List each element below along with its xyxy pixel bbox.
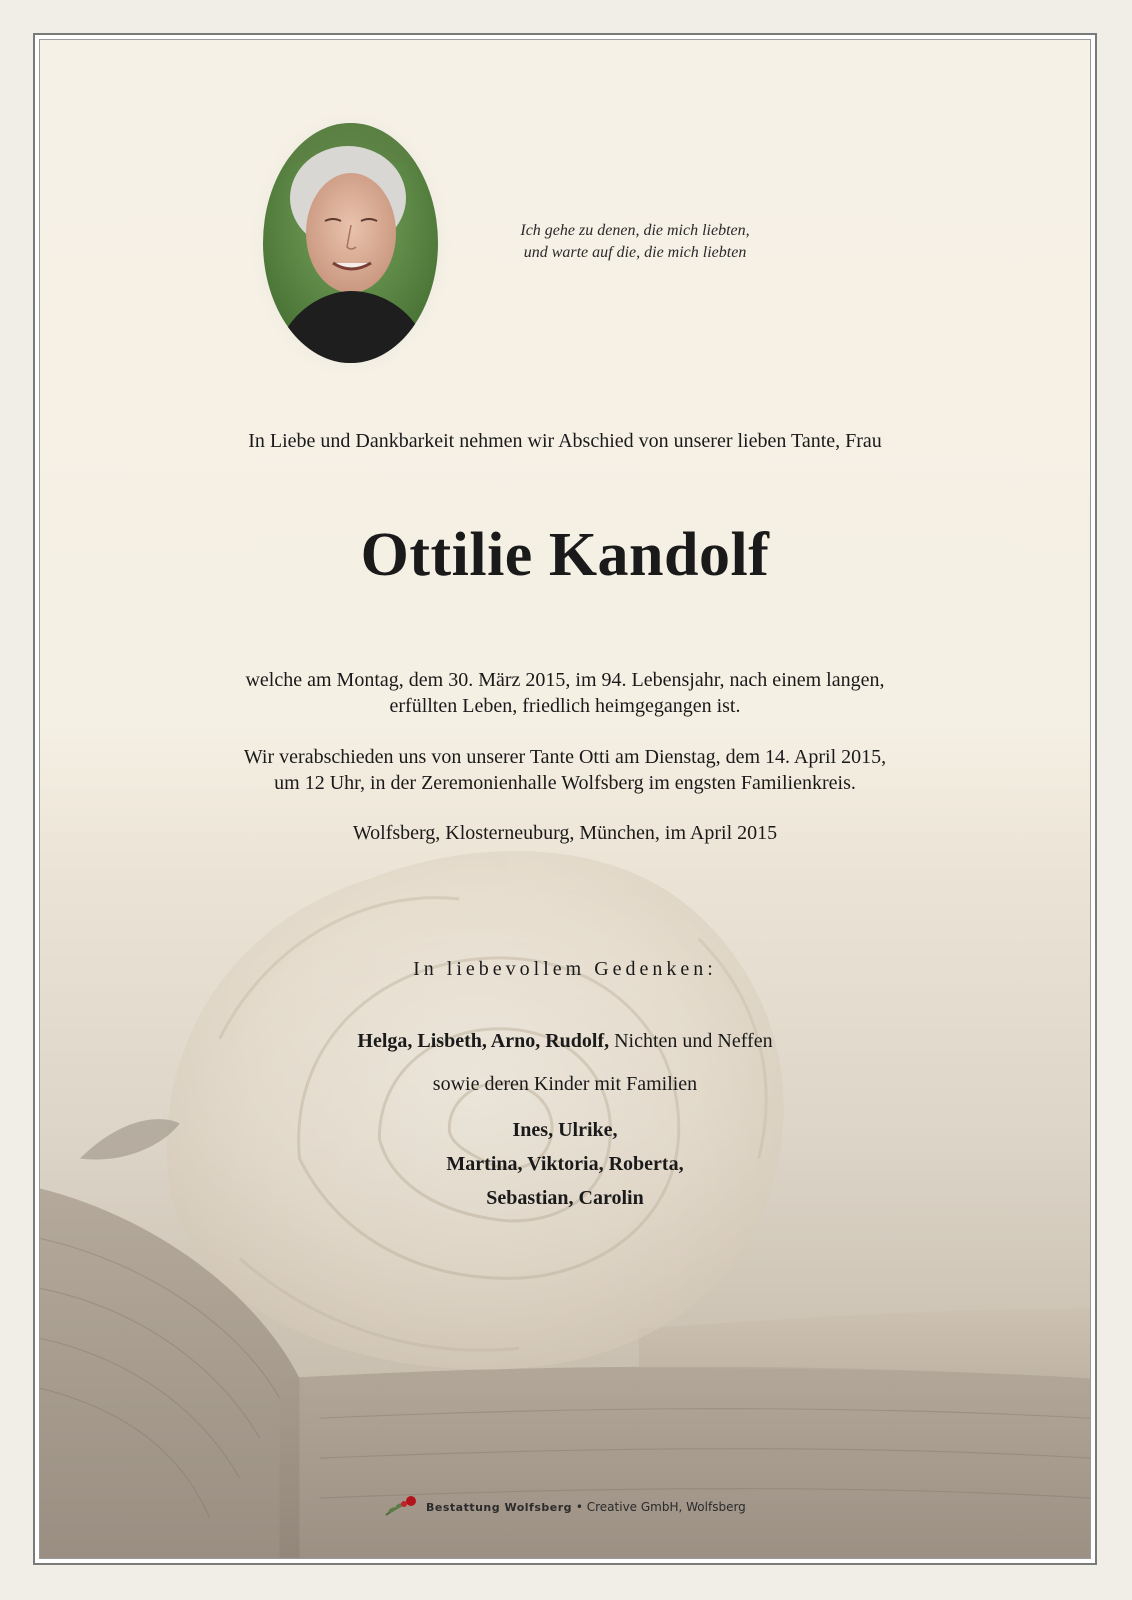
farewell-line-2: um 12 Uhr, in der Zeremonienhalle Wolfsberg im engsten Familienkreis. bbox=[274, 772, 856, 794]
places-date: Wolfsberg, Klosterneuburg, München, im April 2015 bbox=[352, 822, 778, 844]
passing-line-1: welche am Montag, dem 30. März 2015, im 94. Lebensjahr, nach einem langen, bbox=[245, 669, 885, 691]
passing-paragraph bbox=[40, 667, 1090, 719]
portrait-photo bbox=[263, 123, 438, 363]
card-inner-frame bbox=[39, 39, 1091, 1559]
intro-text: In Liebe und Dankbarkeit nehmen wir Abschied von unserer lieben Tante, Frau bbox=[248, 430, 882, 452]
farewell-paragraph bbox=[40, 744, 1090, 796]
children-intro: sowie deren Kinder mit Familien bbox=[432, 1073, 698, 1095]
footer-separator: • bbox=[575, 1500, 583, 1514]
rose-book-background-image bbox=[40, 40, 1090, 1558]
footer-publisher: Creative GmbH, Wolfsberg bbox=[586, 1500, 746, 1514]
farewell-line-1: Wir verabschieden uns von unserer Tante Otti am Dienstag, dem 14. April 2015, bbox=[243, 746, 887, 768]
quote bbox=[450, 220, 820, 264]
quote-line-2: und warte auf die, die mich liebten bbox=[523, 244, 747, 261]
rose-logo-icon bbox=[384, 1495, 418, 1520]
memory-heading: In liebevollem Gedenken: bbox=[413, 958, 717, 980]
children-line-1: Ines, Ulrike, bbox=[512, 1119, 618, 1141]
children-names bbox=[40, 1113, 1090, 1215]
quote-line-1: Ich gehe zu denen, die mich liebten, bbox=[520, 222, 750, 239]
obituary-card bbox=[33, 33, 1097, 1565]
footer-brand: Bestattung Wolfsberg bbox=[426, 1501, 573, 1514]
mourners-relation: Nichten und Neffen bbox=[609, 1030, 773, 1052]
mourners-line bbox=[40, 1030, 1090, 1053]
children-line-2: Martina, Viktoria, Roberta, bbox=[446, 1153, 684, 1175]
deceased-name: Ottilie Kandolf bbox=[360, 521, 770, 589]
passing-line-2: erfüllten Leben, friedlich heimgegangen ist. bbox=[389, 695, 741, 717]
children-line-3: Sebastian, Carolin bbox=[486, 1187, 644, 1209]
footer bbox=[40, 1495, 1090, 1520]
mourners-names: Helga, Lisbeth, Arno, Rudolf, bbox=[357, 1030, 610, 1052]
